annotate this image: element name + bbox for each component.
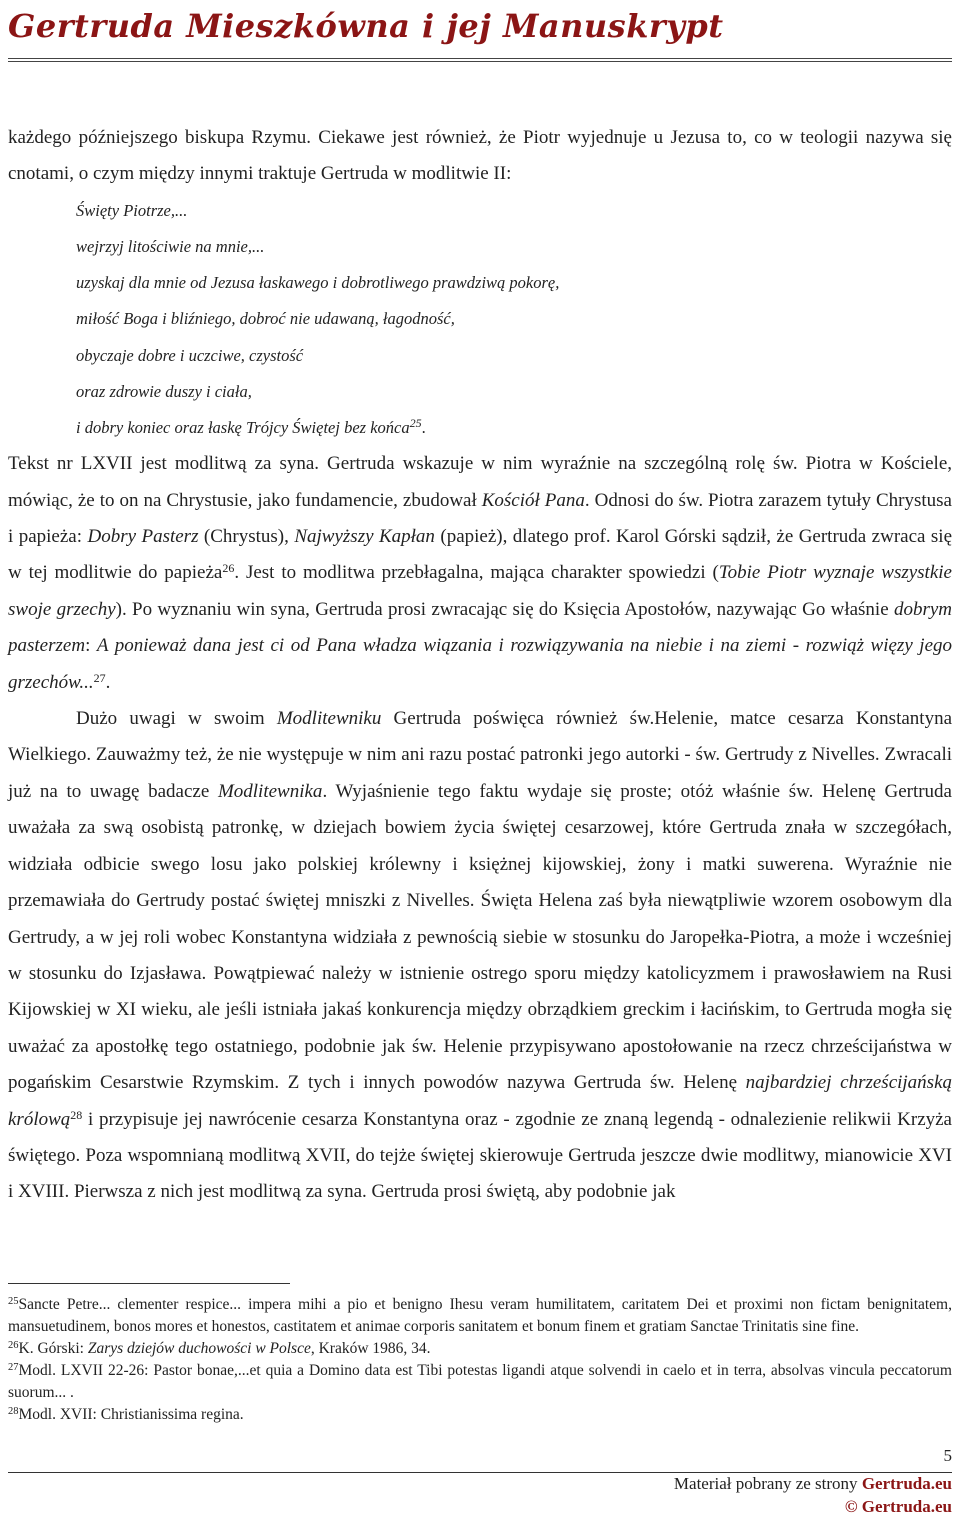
footnote-ref-26[interactable]: 26 — [222, 561, 235, 576]
text-run: i przypisuje jej nawrócenie cesarza Konstantyna oraz - zgodnie ze znaną legendą - odnalezienie relikwii Krzyża świętego. Poza wspomnianą modlitwą XVII, do tejże świętej skierowuje Gertruda jeszcze dwie modlitwy, mianowicie XVI i XVIII. Pierwsza z nich jest modlitwą za syna. Gertruda prosi świętą, aby podobnie jak — [8, 1108, 952, 1203]
text-run: : — [85, 635, 97, 657]
footnote-number: 26 — [8, 1340, 19, 1351]
footnote-ref-25[interactable]: 25 — [409, 416, 422, 431]
verse-line-3: uzyskaj dla mnie od Jezusa łaskawego i dobrotliwego prawdziwą pokorę, — [76, 273, 560, 293]
prayer-quote — [8, 193, 952, 446]
verse-end: . — [421, 418, 426, 438]
text-run: ). Po wyznaniu win syna, Gertruda prosi zwracając się do Księcia Apostołów, nazywając Go właśnie — [115, 598, 894, 620]
footnote-text: , Kraków 1986, 34. — [310, 1340, 431, 1357]
footnote-28 — [8, 1404, 952, 1426]
text-run: . Odnosi do św. Piotra zarazem tytuły Chrystusa i papieża: — [8, 489, 952, 548]
italic-run: Tobie Piotr wyznaje wszystkie swoje grzechy — [8, 562, 952, 620]
footnote-text: Modl. LXVII 22-26: Pastor bonae,...et quia a Domino data est Tibi potestas ligandi atque solvendi in caelo et in terra, absolvas vincula peccatorum suorum... . — [8, 1362, 952, 1401]
header-divider-secondary — [8, 61, 952, 62]
header-divider — [8, 58, 952, 59]
footnote-number: 25 — [8, 1296, 19, 1307]
paragraph-intro — [8, 120, 952, 193]
footer-copyright — [845, 1497, 952, 1517]
footnote-text: Sancte Petre... clementer respice... impera mihi a pio et benigno Ihesu veram humilitatem, caritatem Dei et proximi non fictam benignitatem, mansuetudinem, bonos mores et honestos, castitatem et animae corporis sanitatem et bonum finem et gratiam Sanctae Trinitatis sine fine. — [8, 1296, 952, 1335]
verse-line-2: wejrzyj litościwie na mnie,... — [76, 237, 265, 257]
paragraph-peter — [8, 446, 952, 701]
footnote-italic: Zarys dziejów duchowości w Polsce — [87, 1340, 311, 1357]
verse-line-6: oraz zdrowie duszy i ciała, — [76, 381, 252, 401]
italic-run: Najwyższy Kapłan — [294, 526, 435, 548]
text-run: Gertruda poświęca również św.Helenie, matce cesarza Konstantyna Wielkiego. Zauważmy też, że nie występuje w nim ani razu postać patronki jego autorki - św. Gertrudy z Nivelles. Zwracali już na to uwagę badacze — [8, 708, 953, 802]
footer-source-label: Materiał pobrany ze strony — [673, 1474, 862, 1493]
page-number: 5 — [943, 1446, 952, 1465]
text-run: . Jest to modlitwa przebłagalna, mająca charakter spowiedzi ( — [234, 562, 719, 584]
italic-run: A ponieważ dana jest ci od Pana władza wiązania i rozwiązywania na niebie i na ziemi - rozwiąż więzy jego grzechów... — [8, 635, 953, 693]
text-run: (Chrystus), — [198, 526, 295, 548]
page-header — [8, 4, 952, 48]
footnote-26 — [8, 1338, 952, 1360]
text-run: Tekst nr LXVII jest modlitwą za syna. Gertruda wskazuje w nim wyraźnie na szczególną rolę św. Piotra w Kościele, mówiąc, że to on na Chrystusie, jako fundamencie, zbudował — [8, 453, 952, 511]
document-body — [8, 120, 952, 1211]
text-run: . Wyjaśnienie tego faktu wydaje się proste; otóż właśnie św. Helenę Gertruda uważała za swą osobistą patronkę, w dziejach bowiem życia świętej cesarzowej, które Gertruda znała w szczegółach, widziała odbicie swego losu jako polskiej królewny i księżnej kijowskiej, żony i matki suwerena. Wyraźnie nie przemawiała do Gertrudy postać świętej mniszki z Nivelles. Święta Helena zaś była niewątpliwie wzorem osobowym dla Gertrudy, a w jej roli wobec Konstantyna widziała z pewnością siebie w stosunku do Jaropełka-Piotra, a może i wcześniej w stosunku do Izjasława. Powątpiewać należy w istnienie ostrego sporu między katolicyzmem i prawosławiem na Rusi Kijowskiej w XI wieku, ale jeśli istniała jakaś konkurencja między obrządkiem greckim i łacińskim, to Gertruda mogła się uważać za apostołkę tego ostatniego, podobnie jak św. Helenie przypisywano apostołowanie na rzecz chrześcijaństwa w pogańskim Cesarstwie Rzymskim. Z tych i innych powodów nazywa Gertruda św. Helenę — [8, 780, 952, 1094]
footnote-text: K. Górski: — [18, 1340, 88, 1357]
text-run: . — [105, 671, 111, 693]
verse-line-5: obyczaje dobre i uczciwe, czystość — [76, 345, 304, 365]
footer-copyright-text: © Gertruda.eu — [844, 1497, 952, 1516]
footnote-ref-28[interactable]: 28 — [70, 1107, 83, 1122]
italic-run: Kościół Pana — [481, 489, 585, 511]
text-run: Dużo uwagi w swoim — [76, 708, 277, 730]
footnote-number: 27 — [8, 1362, 19, 1373]
italic-run: dobrym pasterzem — [8, 598, 952, 657]
footnote-27 — [8, 1360, 952, 1404]
footnote-ref-27[interactable]: 27 — [93, 670, 106, 685]
verse-text: i dobry koniec oraz łaskę Trójcy Świętej bez końca — [76, 418, 410, 438]
footer-brand-link[interactable]: Gertruda.eu — [861, 1474, 952, 1493]
footnote-number: 28 — [8, 1406, 19, 1417]
verse-line-1: Święty Piotrze,... — [76, 200, 188, 220]
footnotes — [8, 1294, 952, 1426]
italic-run: Dobry Pasterz — [87, 526, 199, 548]
footnote-25 — [8, 1294, 952, 1338]
footnote-text: Modl. XVII: Christianissima regina. — [18, 1406, 244, 1423]
text-run: (papież), dlatego prof. Karol Górski sądził, że Gertruda zwraca się w tej modlitwie do papieża — [8, 526, 952, 584]
italic-run: Modlitewniku — [276, 708, 382, 730]
page-header-title: Gertruda Mieszkówna i jej Manuskrypt — [8, 7, 724, 45]
footer-divider — [8, 1472, 952, 1473]
italic-run: Modlitewnika — [217, 780, 323, 802]
paragraph-helena — [8, 701, 952, 1211]
paragraph-text: każdego późniejszego biskupa Rzymu. Ciekawe jest również, że Piotr wyjednuje u Jezusa to, co w teologii nazywa się cnotami, o czym między innymi traktuje Gertruda w modlitwie II: — [8, 127, 952, 185]
verse-line-7 — [8, 410, 952, 446]
italic-run: najbardziej chrześcijańską królową — [8, 1072, 953, 1130]
footer-source — [674, 1474, 952, 1494]
footnote-separator — [8, 1283, 290, 1284]
verse-line-4: miłość Boga i bliźniego, dobroć nie udawaną, łagodność, — [76, 309, 455, 329]
